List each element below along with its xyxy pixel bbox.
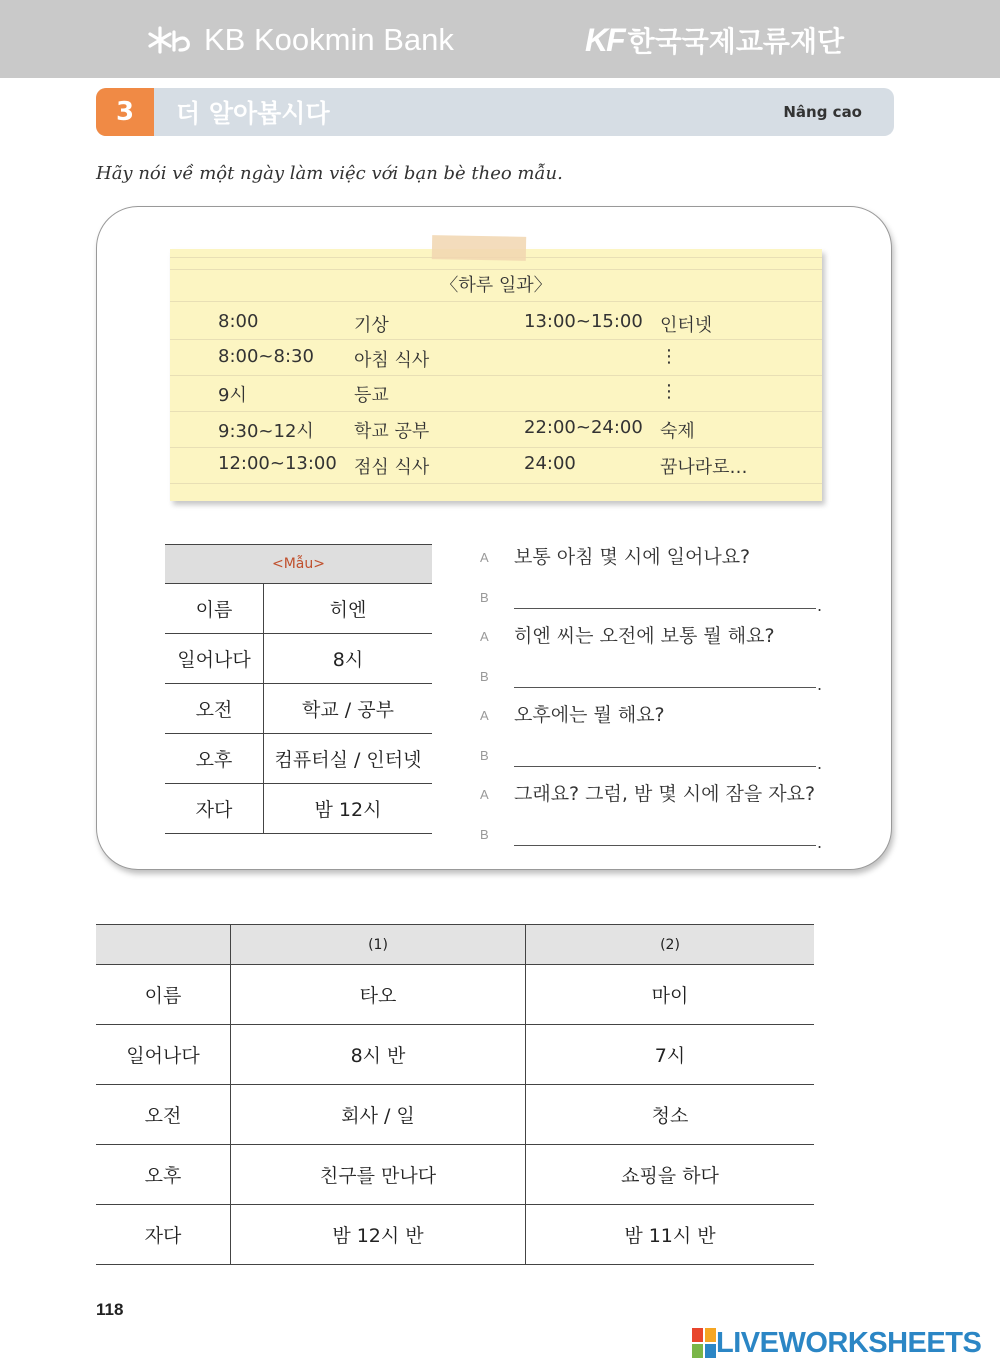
sample-label: 오전 (165, 684, 264, 734)
live-badge-icon (692, 1328, 716, 1358)
table-header-row (165, 545, 432, 584)
schedule-activity: 학교 공부 (354, 421, 430, 442)
table-row (96, 1025, 814, 1085)
speaker-b-label: B (480, 826, 489, 842)
schedule-time: 9시 (218, 385, 247, 406)
schedule-time: 24:00 (524, 453, 576, 474)
question-text: 오후에는 뭘 해요? (514, 704, 665, 726)
sample-table (165, 544, 432, 834)
section-number: 3 (96, 88, 154, 136)
schedule-time: 9:30~12시 (218, 421, 314, 442)
dialogue-answer-line (480, 736, 830, 776)
note-line (170, 483, 822, 484)
exercise-label: 오전 (96, 1085, 231, 1145)
exercise-cell: 밤 12시 반 (231, 1205, 526, 1265)
answer-period: . (817, 674, 823, 694)
sample-label: 자다 (165, 784, 264, 834)
exercise-header-1: (1) (231, 925, 526, 965)
answer-period: . (817, 595, 823, 615)
note-line (170, 339, 822, 340)
schedule-activity: 등교 (354, 385, 389, 406)
section-title: 더 알아봅시다 (176, 99, 330, 128)
section-header (96, 88, 894, 136)
sample-value: 밤 12시 (264, 784, 433, 834)
table-row (165, 634, 432, 684)
schedule-activity: ⋮ (660, 381, 678, 402)
speaker-a-label: A (480, 787, 489, 802)
table-row (96, 1205, 814, 1265)
note-line (170, 447, 822, 448)
dialogue-question-line (480, 617, 830, 657)
schedule-time: 22:00~24:00 (524, 417, 643, 438)
note-line (170, 301, 822, 302)
dialogue-question-line (480, 538, 830, 578)
liveworksheets-logo[interactable] (692, 1326, 981, 1360)
kb-logo (148, 20, 454, 60)
question-text: 그래요? 그럼, 밤 몇 시에 잠을 자요? (514, 783, 816, 805)
table-row (96, 965, 814, 1025)
kf-logo (585, 20, 844, 60)
exercise-label: 일어나다 (96, 1025, 231, 1085)
exercise-cell: 밤 11시 반 (526, 1205, 815, 1265)
kb-star-icon (148, 24, 194, 56)
schedule-time: 12:00~13:00 (218, 453, 337, 474)
note-line (170, 375, 822, 376)
table-row (96, 1145, 814, 1205)
schedule-activity: 꿈나라로… (660, 457, 748, 478)
sample-header: <Mẫu> (165, 545, 432, 584)
schedule-activity: 인터넷 (660, 315, 713, 336)
exercise-label: 오후 (96, 1145, 231, 1205)
schedule-activity: 기상 (354, 315, 389, 336)
speaker-b-label: B (480, 668, 489, 684)
exercise-cell: 친구를 만나다 (231, 1145, 526, 1205)
sample-label: 일어나다 (165, 634, 264, 684)
sample-value: 8시 (264, 634, 433, 684)
table-row (96, 1085, 814, 1145)
answer-blank[interactable] (514, 845, 816, 846)
dialogue-answer-line (480, 815, 830, 855)
sample-value: 히엔 (264, 584, 433, 634)
sample-value: 컴퓨터실 / 인터넷 (264, 734, 433, 784)
exercise-cell: 회사 / 일 (231, 1085, 526, 1145)
exercise-header-2: (2) (526, 925, 815, 965)
schedule-time: 13:00~15:00 (524, 311, 643, 332)
kb-bank-name: KB Kookmin Bank (204, 22, 454, 57)
schedule-note (170, 249, 822, 501)
exercise-cell: 청소 (526, 1085, 815, 1145)
dialogue (480, 538, 830, 854)
schedule-activity: 아침 식사 (354, 350, 430, 371)
question-text: 히엔 씨는 오전에 보통 뭘 해요? (514, 625, 775, 647)
dialogue-answer-line (480, 578, 830, 618)
answer-blank[interactable] (514, 766, 816, 767)
schedule-activity: 점심 식사 (354, 457, 430, 478)
table-row (165, 784, 432, 834)
tape-strip (432, 235, 526, 261)
exercise-cell: 7시 (526, 1025, 815, 1085)
table-header-row (96, 925, 814, 965)
exercise-label: 이름 (96, 965, 231, 1025)
dialogue-question-line (480, 696, 830, 736)
schedule-time: 8:00 (218, 311, 259, 332)
exercise-cell: 8시 반 (231, 1025, 526, 1085)
dialogue-question-line (480, 775, 830, 815)
note-line (170, 269, 822, 270)
exercise-cell: 타오 (231, 965, 526, 1025)
speaker-a-label: A (480, 708, 489, 723)
speaker-a-label: A (480, 629, 489, 644)
exercise-label: 자다 (96, 1205, 231, 1265)
question-text: 보통 아침 몇 시에 일어나요? (514, 546, 751, 568)
table-row (165, 684, 432, 734)
exercise-table (96, 924, 814, 1265)
sample-value: 학교 / 공부 (264, 684, 433, 734)
kf-foundation-name: 한국국제교류재단 (627, 25, 845, 58)
brand-header (0, 0, 1000, 78)
schedule-activity: ⋮ (660, 346, 678, 367)
speaker-a-label: A (480, 550, 489, 565)
schedule-time: 8:00~8:30 (218, 346, 314, 367)
table-row (165, 584, 432, 634)
answer-period: . (817, 753, 823, 773)
schedule-title: 〈하루 일과〉 (440, 275, 552, 296)
exercise-cell: 마이 (526, 965, 815, 1025)
dialogue-answer-line (480, 657, 830, 697)
answer-blank[interactable] (514, 687, 816, 688)
speaker-b-label: B (480, 747, 489, 763)
liveworksheets-text: LIVEWORKSHEETS (716, 1326, 982, 1359)
exercise-cell: 쇼핑을 하다 (526, 1145, 815, 1205)
table-row (165, 734, 432, 784)
sample-label: 이름 (165, 584, 264, 634)
speaker-b-label: B (480, 589, 489, 605)
exercise-header-blank (96, 925, 231, 965)
page-number: 118 (96, 1300, 124, 1319)
schedule-activity: 숙제 (660, 421, 695, 442)
kf-mark: KF (585, 21, 624, 58)
section-level: Nâng cao (783, 103, 862, 121)
answer-period: . (817, 832, 823, 852)
sample-label: 오후 (165, 734, 264, 784)
note-line (170, 411, 822, 412)
instruction: Hãy nói về một ngày làm việc với bạn bè theo mẫu. (96, 163, 563, 184)
answer-blank[interactable] (514, 608, 816, 609)
